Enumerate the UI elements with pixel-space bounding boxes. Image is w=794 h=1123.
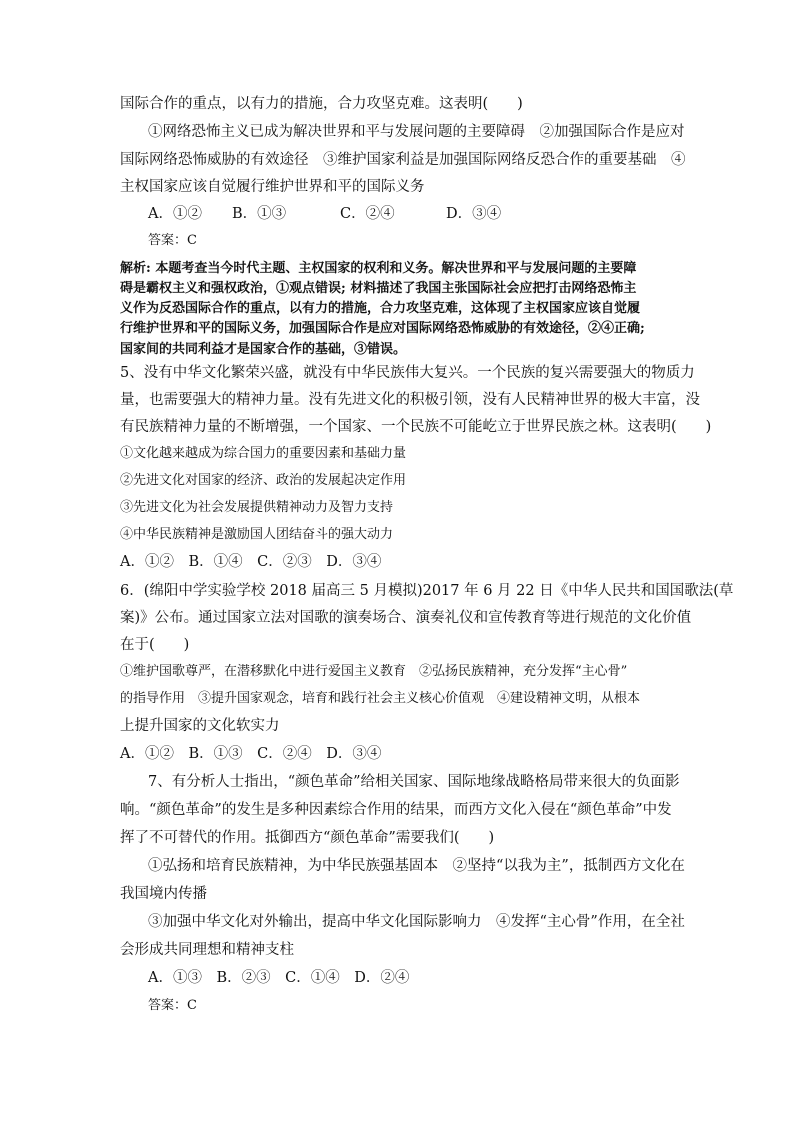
q7-line: 我国境内传播 xyxy=(120,886,207,902)
q5-options: A．①② B．①④ C．②③ D．③④ xyxy=(120,554,382,570)
q6-line: ①维护国歌尊严，在潜移默化中进行爱国主义教育 ②弘扬民族精神，充分发挥“主心骨” xyxy=(120,664,628,679)
q5-stem-line: 有民族精神力量的不断增强，一个国家、一个民族不可能屹立于世界民族之林。这表明( ) xyxy=(120,419,712,435)
q7-options: A．①③ B．②③ C．①④ D．②④ xyxy=(148,970,410,986)
q4-statement-line: 主权国家应该自觉履行维护世界和平的国际义务 xyxy=(120,179,425,195)
q6-line: 6．(绵阳中学实验学校 2018 届高三 5 月模拟)2017 年 6 月 22 日《中华人民共和国国歌法(草 xyxy=(120,583,734,599)
q4-answer: 答案：C xyxy=(148,233,197,248)
q4-analysis-line: 义作为反恐国际合作的重点，以有力的措施，合力攻坚克难，这体现了主权国家应该自觉履 xyxy=(120,301,641,316)
q4-analysis-line: 国家间的共同利益才是国家合作的基础，③错误。 xyxy=(120,342,407,357)
q5-item: ②先进文化对国家的经济、政治的发展起决定作用 xyxy=(120,473,407,488)
q4-option-a: A．①② xyxy=(148,206,202,222)
q7-line: ③加强中华文化对外输出，提高中华文化国际影响力 ④发挥“主心骨”作用，在全社 xyxy=(148,914,685,930)
q6-line: 案)》公布。通过国家立法对国歌的演奏场合、演奏礼仪和宣传教育等进行规范的文化价值 xyxy=(120,610,692,626)
q6-line: 在于( ) xyxy=(120,637,190,653)
q6-line: 上提升国家的文化软实力 xyxy=(120,718,280,734)
q7-line: 7、有分析人士指出，“颜色革命”给相关国家、国际地缘战略格局带来很大的负面影 xyxy=(148,774,680,790)
q4-options xyxy=(148,204,501,224)
q4-analysis-line: 行维护世界和平的国际义务，加强国际合作是应对国际网络恐怖威胁的有效途径，②④正确; xyxy=(120,321,645,336)
q7-line: 挥了不可替代的作用。抵御西方“颜色革命”需要我们( ) xyxy=(120,830,495,846)
q6-line: 的指导作用 ③提升国家观念，培育和践行社会主义核心价值观 ④建设精神文明，从根本 xyxy=(120,691,641,706)
q7-line: 会形成共同理想和精神支柱 xyxy=(120,942,294,958)
q5-item: ③先进文化为社会发展提供精神动力及智力支持 xyxy=(120,500,394,515)
q4-statement-line: 国际网络恐怖威胁的有效途径 ③维护国家利益是加强国际网络反恐合作的重要基础 ④ xyxy=(120,152,686,168)
q4-statement-line: ①网络恐怖主义已成为解决世界和平与发展问题的主要障碍 ②加强国际合作是应对 xyxy=(148,124,685,140)
q5-item: ④中华民族精神是激励国人团结奋斗的强大动力 xyxy=(120,527,394,542)
q5-stem-line: 量，也需要强大的精神力量。没有先进文化的积极引领，没有人民精神世界的极大丰富，没 xyxy=(120,392,700,408)
q4-option-c: C．②④ xyxy=(340,206,395,222)
q5-item: ①文化越来越成为综合国力的重要因素和基础力量 xyxy=(120,446,407,461)
q5-stem-line: 5、没有中华文化繁荣兴盛，就没有中华民族伟大复兴。一个民族的复兴需要强大的物质力 xyxy=(120,365,695,381)
q4-analysis-line: 碍是霸权主义和强权政治，①观点错误; 材料描述了我国主张国际社会应把打击网络恐怖主 xyxy=(120,281,637,296)
q7-answer: 答案：C xyxy=(148,998,197,1013)
q7-line: ①弘扬和培育民族精神，为中华民族强基固本 ②坚持“以我为主”，抵制西方文化在 xyxy=(148,858,685,874)
q4-analysis-line: 解析: 本题考查当今时代主题、主权国家的权利和义务。解决世界和平与发展问题的主要障 xyxy=(120,261,637,276)
q4-option-b: B．①③ xyxy=(232,206,287,222)
q4-stem: 国际合作的重点，以有力的措施，合力攻坚克难。这表明( ) xyxy=(120,96,523,112)
q7-line: 响。“颜色革命”的发生是多种因素综合作用的结果，而西方文化入侵在“颜色革命”中发 xyxy=(120,802,672,818)
q6-options: A．①② B．①③ C．②④ D．③④ xyxy=(120,746,382,762)
q4-option-d: D．③④ xyxy=(446,206,502,222)
